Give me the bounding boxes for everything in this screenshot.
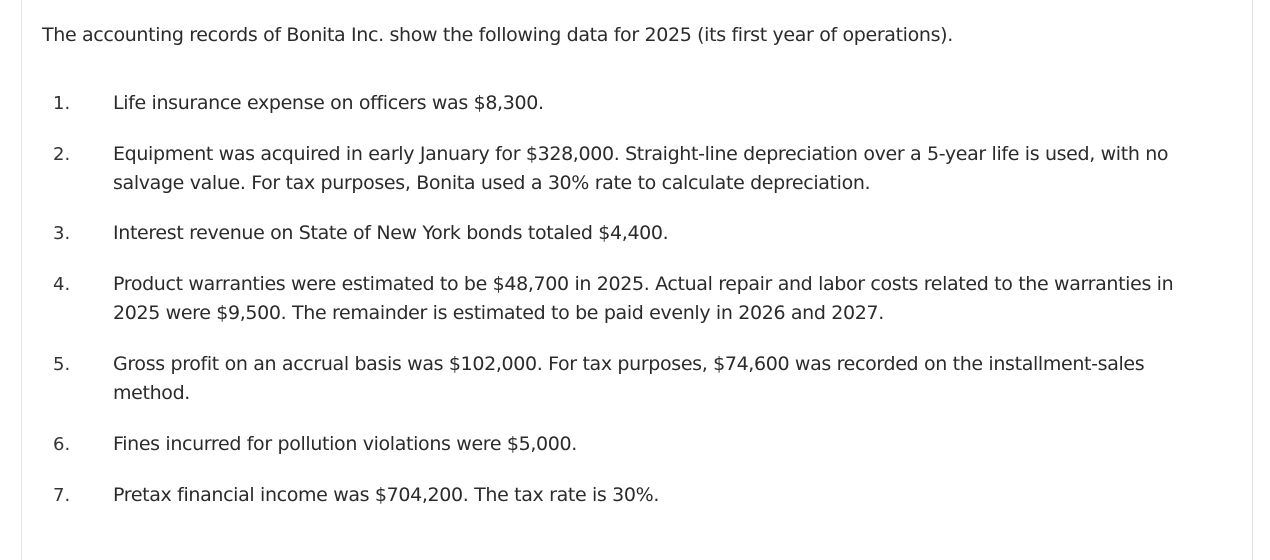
item-number: 4. — [53, 274, 71, 295]
item-number: 3. — [53, 223, 71, 244]
item-text: Interest revenue on State of New York bonds totaled $4,400. — [113, 222, 669, 244]
item-number: 6. — [53, 434, 71, 455]
item-text: Pretax financial income was $704,200. The tax rate is 30%. — [113, 484, 660, 506]
item-number: 2. — [53, 144, 71, 165]
item-number: 1. — [53, 93, 71, 114]
item-number: 5. — [53, 354, 71, 375]
item-text: Product warranties were estimated to be $48,700 in 2025. Actual repair and labor costs related to the warranties in 2025 were $9,500. The remainder is estimated to be paid evenly in 2026 and 2027. — [113, 273, 1174, 324]
intro-text: The accounting records of Bonita Inc. show the following data for 2025 (its first year of operations). — [42, 24, 953, 46]
item-text: Fines incurred for pollution violations were $5,000. — [113, 433, 577, 455]
item-number: 7. — [53, 485, 71, 506]
question-card — [21, 0, 1253, 560]
item-text: Life insurance expense on officers was $8,300. — [113, 92, 544, 114]
item-text: Equipment was acquired in early January for $328,000. Straight-line depreciation over a 5-year life is used, with no salvage value. For tax purposes, Bonita used a 30% rate to calculate depreciation. — [113, 143, 1169, 194]
item-text: Gross profit on an accrual basis was $102,000. For tax purposes, $74,600 was recorded on the installment-sales method. — [113, 353, 1145, 404]
